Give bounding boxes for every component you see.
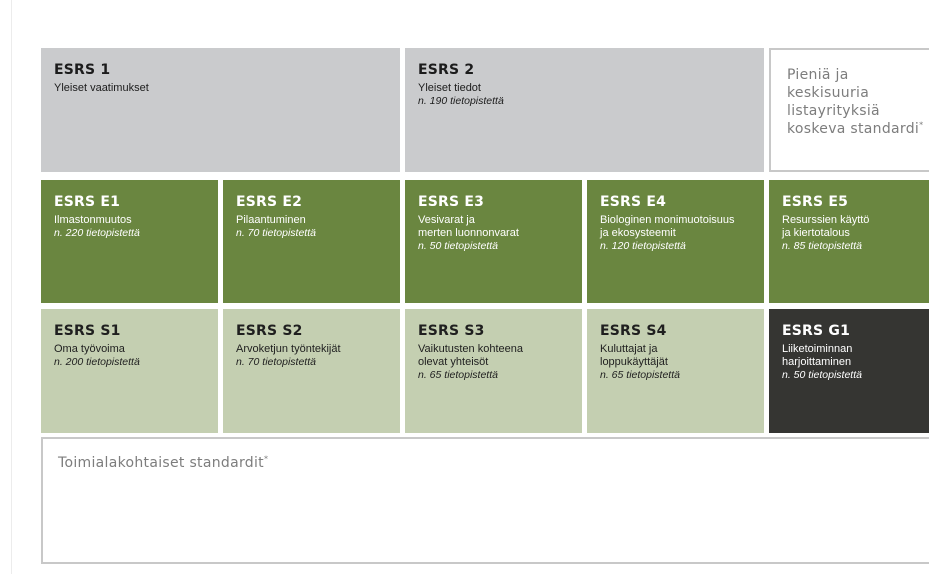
tile-esrs-s3 — [405, 309, 582, 433]
tile-code: ESRS S4 — [600, 323, 667, 339]
tile-title: Oma työvoima — [54, 343, 125, 355]
tile-title-line-2: olevat yhteisöt — [418, 356, 489, 368]
tile-title-line-2: merten luonnonvarat — [418, 227, 519, 239]
tile-points: n. 120 tietopistettä — [600, 240, 686, 252]
tile-title: Arvoketjun työntekijät — [236, 343, 341, 355]
tile-code: ESRS E2 — [236, 194, 303, 210]
tile-title: Yleiset tiedot — [418, 82, 481, 94]
sme-line-1: Pieniä ja — [787, 67, 849, 83]
tile-code: ESRS E3 — [418, 194, 485, 210]
tile-code: ESRS E1 — [54, 194, 121, 210]
tile-title: Ilmastonmuutos — [54, 214, 132, 226]
sme-line-3: listayrityksiä — [787, 103, 880, 119]
tile-esrs-e3 — [405, 180, 582, 303]
tile-code: ESRS E5 — [782, 194, 849, 210]
tile-title-line-2: ja kiertotalous — [782, 227, 850, 239]
tile-points: n. 70 tietopistettä — [236, 356, 316, 368]
tile-title-line-1: Vaikutusten kohteena — [418, 343, 523, 355]
tile-code: ESRS G1 — [782, 323, 851, 339]
sector-standards-text: Toimialakohtaiset standardit — [58, 455, 264, 471]
sme-line-4 — [787, 120, 928, 138]
tile-esrs-g1 — [769, 309, 929, 433]
tile-esrs-s2 — [223, 309, 400, 433]
tile-esrs-s4 — [587, 309, 764, 433]
tile-title-line-1: Resurssien käyttö — [782, 214, 870, 226]
sme-line-4-text: koskeva standardi — [787, 121, 920, 137]
tile-title-line-2: ja ekosysteemit — [600, 227, 676, 239]
tile-title-line-2: harjoittaminen — [782, 356, 852, 368]
left-divider — [11, 0, 12, 574]
tile-esrs-e4 — [587, 180, 764, 303]
tile-sector-standards — [41, 437, 929, 564]
tile-code: ESRS S3 — [418, 323, 485, 339]
tile-esrs-1 — [41, 48, 400, 172]
tile-title-line-1: Kuluttajat ja — [600, 343, 658, 355]
footnote-mark: * — [919, 120, 924, 130]
tile-code: ESRS 1 — [54, 62, 111, 78]
tile-code: ESRS S1 — [54, 323, 121, 339]
tile-title: Yleiset vaatimukset — [54, 82, 149, 94]
tile-points: n. 65 tietopistettä — [418, 369, 498, 381]
tile-title-line-1: Biologinen monimuotoisuus — [600, 214, 735, 226]
tile-code: ESRS E4 — [600, 194, 667, 210]
tile-points: n. 220 tietopistettä — [54, 227, 140, 239]
tile-code: ESRS S2 — [236, 323, 303, 339]
tile-esrs-e2 — [223, 180, 400, 303]
tile-title: Pilaantuminen — [236, 214, 306, 226]
tile-points: n. 65 tietopistettä — [600, 369, 680, 381]
tile-title-line-1: Liiketoiminnan — [782, 343, 853, 355]
tile-points: n. 50 tietopistettä — [418, 240, 498, 252]
tile-esrs-e1 — [41, 180, 218, 303]
tile-points: n. 70 tietopistettä — [236, 227, 316, 239]
tile-title-line-2: loppukäyttäjät — [600, 356, 668, 368]
sme-line-2: keskisuuria — [787, 85, 870, 101]
tile-esrs-2 — [405, 48, 764, 172]
tile-points: n. 200 tietopistettä — [54, 356, 140, 368]
tile-points: n. 50 tietopistettä — [782, 369, 862, 381]
tile-esrs-e5 — [769, 180, 929, 303]
tile-code: ESRS 2 — [418, 62, 475, 78]
tile-points: n. 85 tietopistettä — [782, 240, 862, 252]
tile-points: n. 190 tietopistettä — [418, 95, 504, 107]
tile-sme-standard — [769, 48, 929, 172]
tile-title-line-1: Vesivarat ja — [418, 214, 475, 226]
footnote-mark: * — [263, 454, 269, 464]
tile-esrs-s1 — [41, 309, 218, 433]
sector-standards-label — [58, 455, 928, 471]
